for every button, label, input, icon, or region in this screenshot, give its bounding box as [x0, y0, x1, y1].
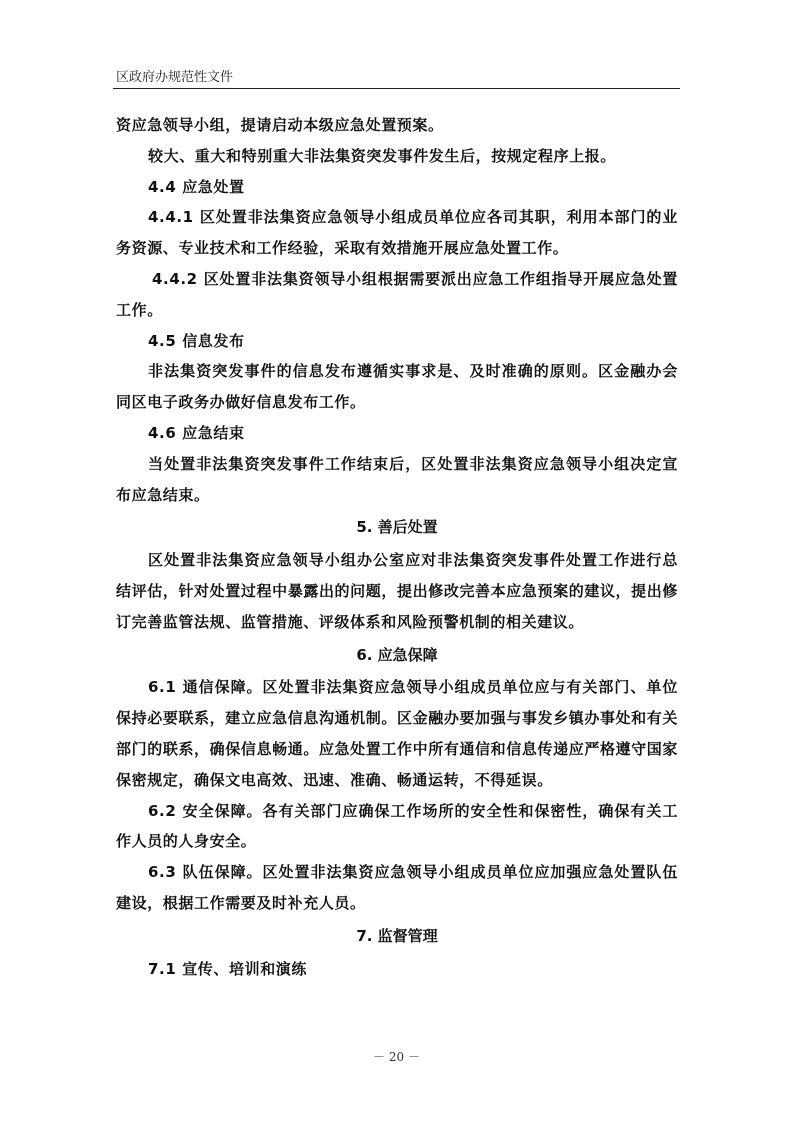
- section-heading-4-5: 4.5 信息发布: [148, 331, 245, 350]
- document-body: [116, 110, 678, 984]
- paragraph-4-4-1: 4.4.1 区处置非法集资应急领导小组成员单位应各司其职，利用本部门的业务资源、专业技术和工作经验，采取有效措施开展应急处置工作。: [116, 208, 678, 258]
- paragraph-6-3: 6.3 队伍保障。区处置非法集资应急领导小组成员单位应加强应急处置队伍建设，根据工作需要及时补充人员。: [116, 863, 678, 912]
- paragraph-4-5: 非法集资突发事件的信息发布遵循实事求是、及时准确的原则。区金融办会同区电子政务办做好信息发布工作。: [116, 362, 678, 412]
- section-heading-4-6: 4.6 应急结束: [148, 423, 245, 442]
- paragraph-6-2: 6.2 安全保障。各有关部门应确保工作场所的安全性和保密性，确保有关工作人员的人身安全。: [116, 801, 678, 851]
- paragraph-reporting: 较大、重大和特别重大非法集资突发事件发生后，按规定程序上报。: [148, 146, 617, 165]
- paragraph-6-1: 6.1 通信保障。区处置非法集资应急领导小组成员单位应与有关部门、单位保持必要联系，建立应急信息沟通机制。区金融办要加强与事发乡镇办事处和有关部门的联系，确保信息畅通。应急处置工作中所有通信和信息传递应严格遵守国家保密规定，确保文电高效、迅速、准确、畅通运转，不得延误。: [116, 678, 678, 789]
- header-divider: [113, 88, 680, 89]
- paragraph-4-6: 当处置非法集资突发事件工作结束后，区处置非法集资应急领导小组决定宣布应急结束。: [116, 454, 678, 504]
- chapter-heading-7: 7. 监督管理: [356, 926, 438, 945]
- chapter-heading-6: 6. 应急保障: [356, 645, 438, 664]
- document-header-title: 区政府办规范性文件: [116, 70, 234, 85]
- chapter-heading-5: 5. 善后处置: [356, 518, 438, 537]
- paragraph-continuation: 资应急领导小组，提请启动本级应急处置预案。: [116, 116, 444, 134]
- page-number: － 20 －: [373, 1050, 420, 1064]
- section-heading-7-1: 7.1 宣传、培训和演练: [148, 959, 307, 978]
- paragraph-4-4-2: 4.4.2 区处置非法集资领导小组根据需要派出应急工作组指导开展应急处置工作。: [116, 269, 678, 319]
- section-heading-4-4: 4.4 应急处置: [148, 177, 245, 196]
- paragraph-5: 区处置非法集资应急领导小组办公室应对非法集资突发事件处置工作进行总结评估，针对处置过程中暴露出的问题，提出修改完善本应急预案的建议，提出修订完善监管法规、监管措施、评级体系和风险预警机制的相关建议。: [116, 551, 678, 631]
